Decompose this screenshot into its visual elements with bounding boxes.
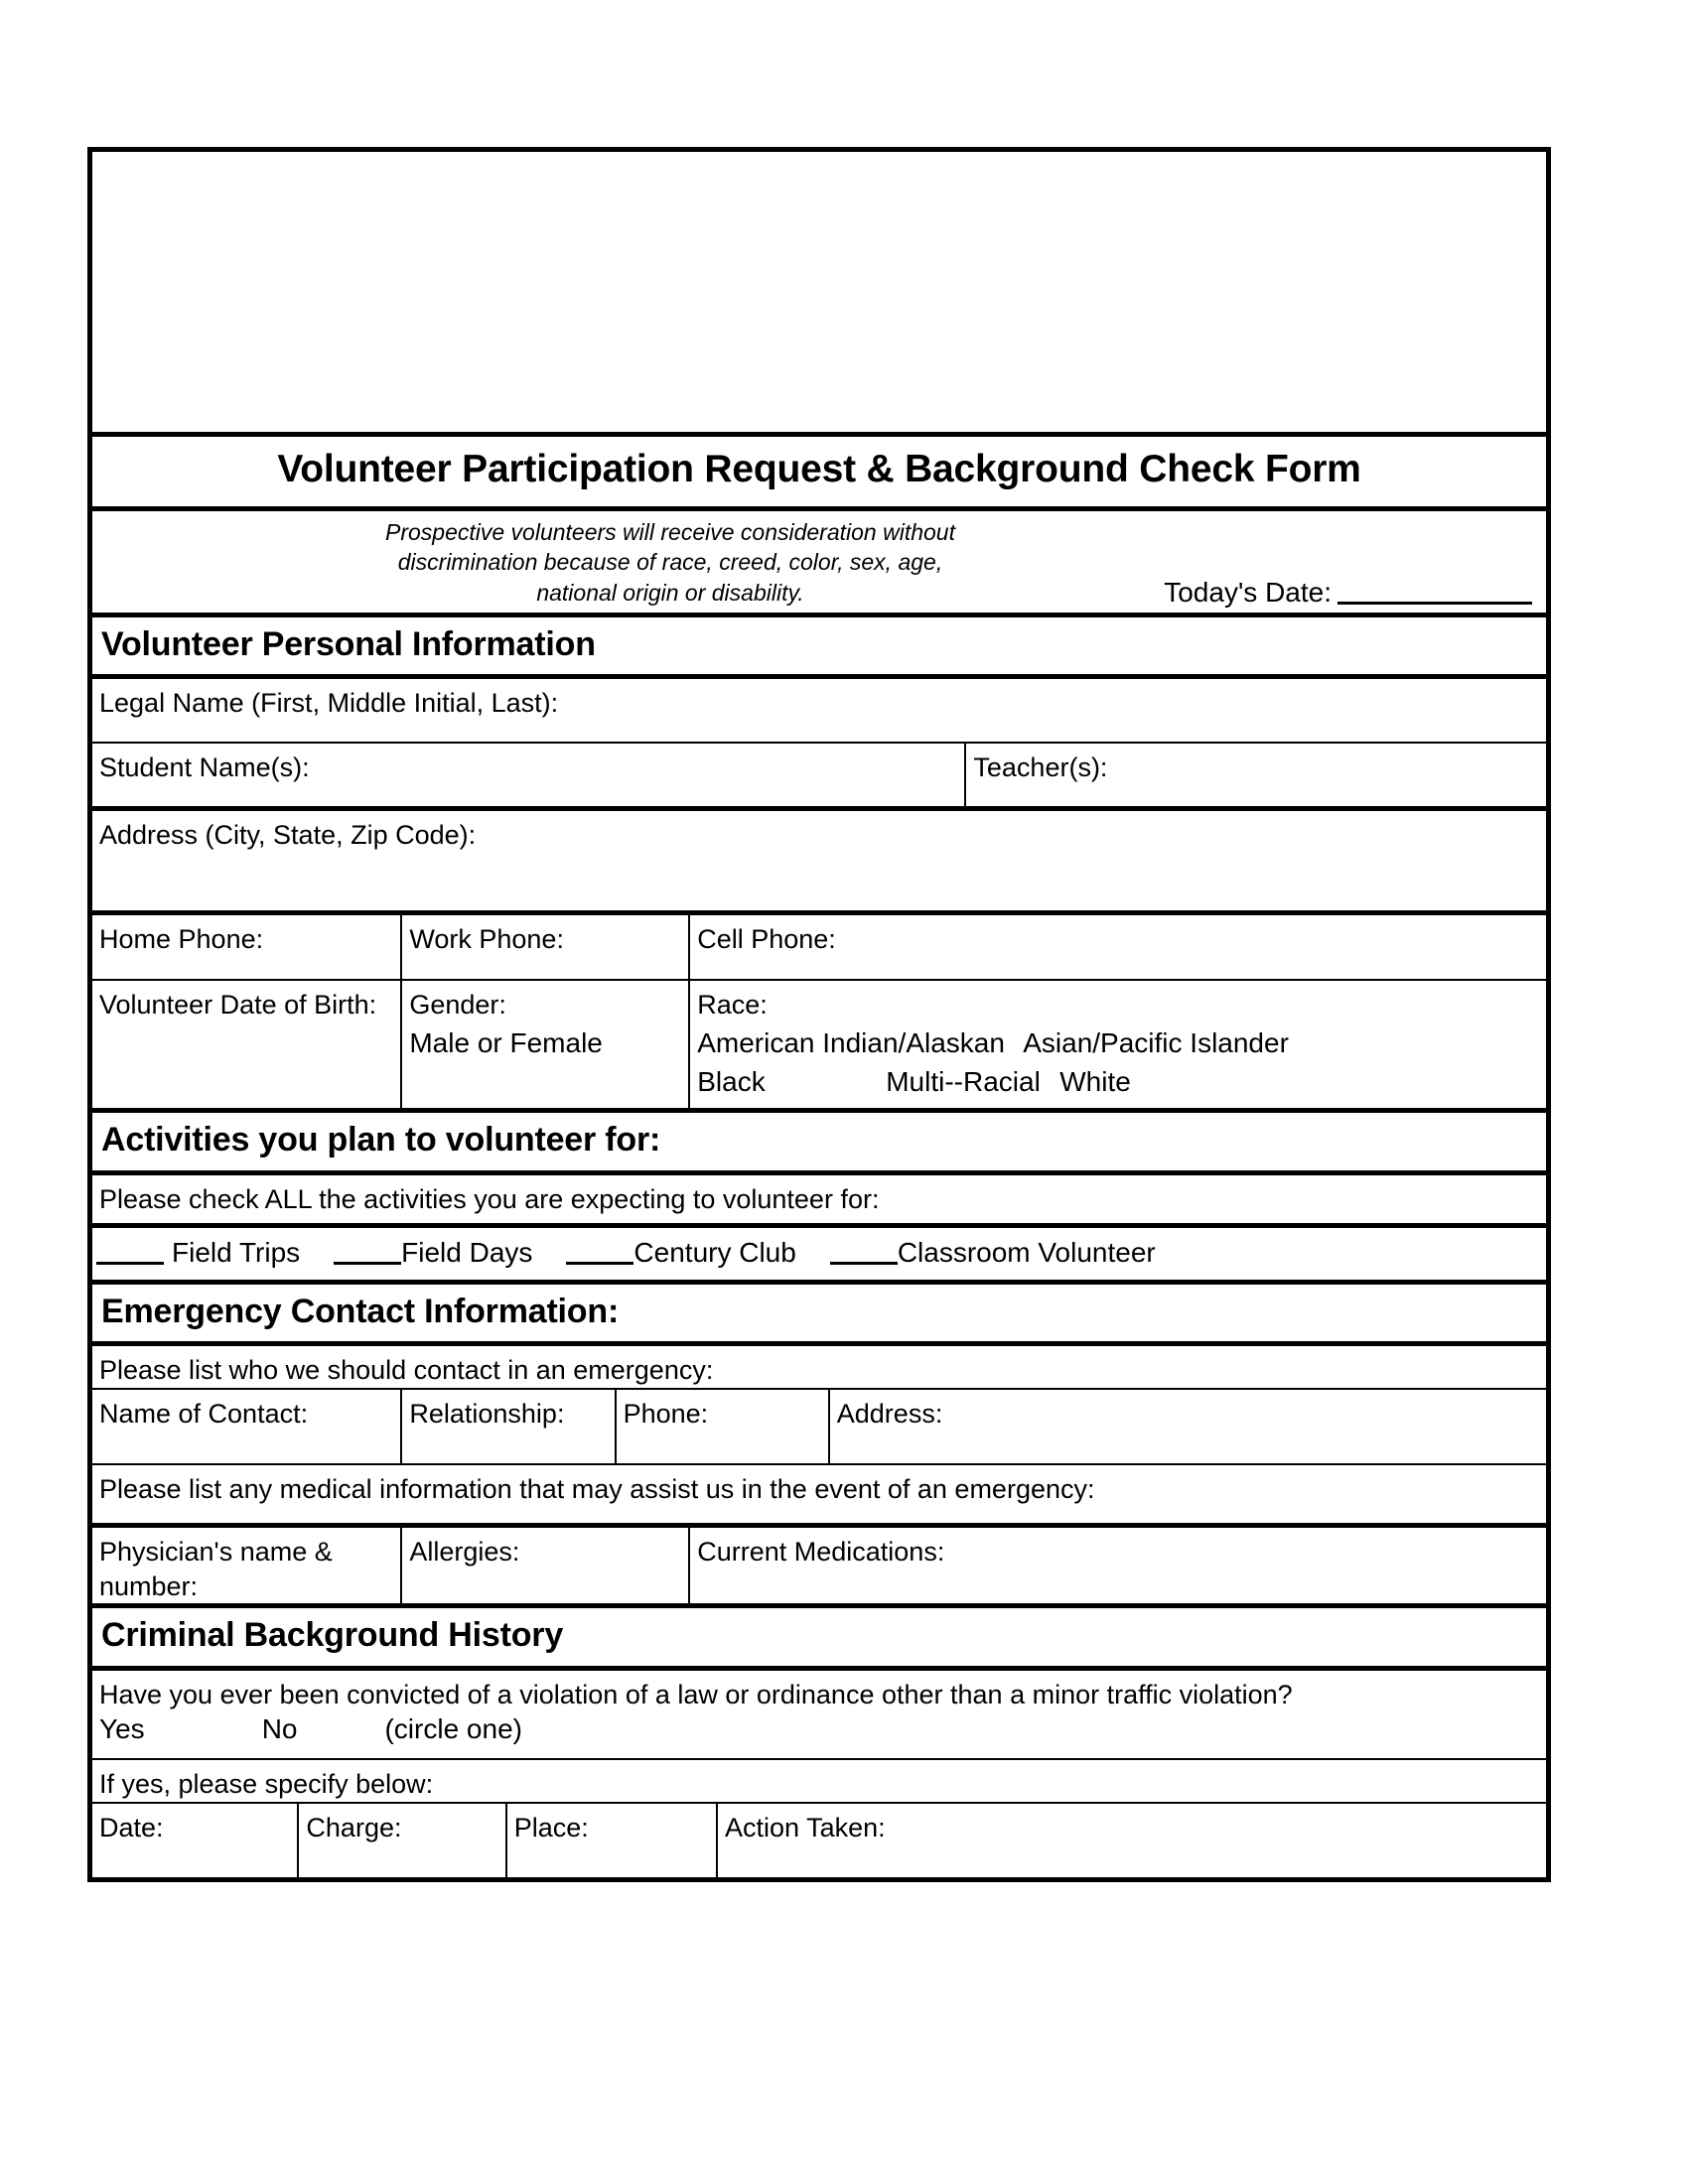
activities-title: Activities you plan to volunteer for:: [101, 1121, 661, 1160]
teachers-field[interactable]: [964, 744, 1546, 806]
activity-option-classroom-volunteer[interactable]: Classroom Volunteer: [897, 1236, 1156, 1268]
conviction-answer-yes[interactable]: Yes: [99, 1713, 145, 1745]
activity-option-century-club[interactable]: Century Club: [633, 1236, 796, 1268]
emergency-contact-section-header: [92, 1280, 1546, 1342]
conviction-question-cell: [92, 1671, 1546, 1758]
legal-name-row: [92, 674, 1546, 742]
eeo-statement-cell: [92, 511, 1546, 613]
address-row: [92, 806, 1546, 910]
address-label: Address (City, State, Zip Code):: [99, 820, 477, 851]
medical-information-instruction: Please list any medical information that may assist us in the event of an emergency:: [99, 1474, 1095, 1505]
contact-phone-field[interactable]: [615, 1390, 828, 1463]
contact-address-field[interactable]: [828, 1390, 1546, 1463]
conviction-date-label: Date:: [99, 1812, 164, 1843]
volunteer-form-table: [87, 147, 1551, 1882]
contact-relationship-field[interactable]: [400, 1390, 614, 1463]
form-title: Volunteer Participation Request & Background Check Form: [277, 448, 1361, 490]
masthead-row: [92, 152, 1546, 432]
race-option-asian-pacific[interactable]: Asian/Pacific Islander: [1023, 1026, 1289, 1058]
race-option-white[interactable]: White: [1059, 1065, 1131, 1097]
race-option-american-indian[interactable]: American Indian/Alaskan: [697, 1026, 1005, 1058]
gender-field[interactable]: [400, 981, 688, 1108]
race-field[interactable]: [688, 981, 1546, 1108]
work-phone-field[interactable]: [400, 915, 688, 979]
contact-name-label: Name of Contact:: [99, 1399, 309, 1430]
phones-row: [92, 910, 1546, 979]
activities-instruction-row: [92, 1170, 1546, 1223]
legal-name-label: Legal Name (First, Middle Initial, Last):: [99, 688, 559, 719]
conviction-action-taken-label: Action Taken:: [725, 1812, 886, 1843]
personal-information-section-header: [92, 613, 1546, 675]
allergies-field[interactable]: [400, 1528, 688, 1603]
emergency-instruction-row: [92, 1341, 1546, 1388]
conviction-action-taken-field[interactable]: [716, 1804, 1546, 1877]
contact-name-field[interactable]: [92, 1390, 400, 1463]
conviction-charge-field[interactable]: [297, 1804, 504, 1877]
medical-information-row: [92, 1463, 1546, 1523]
physician-allergies-medications-row: [92, 1523, 1546, 1603]
contact-relationship-label: Relationship:: [409, 1399, 565, 1430]
activities-instruction: Please check ALL the activities you are expecting to volunteer for:: [99, 1183, 880, 1214]
activity-option-field-days[interactable]: Field Days: [401, 1236, 533, 1268]
checkbox-blank-century-club[interactable]: [566, 1262, 633, 1265]
eeo-line-2: discrimination because of race, creed, color, sex, age,: [397, 549, 943, 576]
allergies-label: Allergies:: [409, 1537, 520, 1568]
dob-gender-race-row: [92, 979, 1546, 1108]
student-names-field[interactable]: [92, 744, 964, 806]
home-phone-label: Home Phone:: [99, 924, 264, 955]
date-of-birth-field[interactable]: [92, 981, 400, 1108]
title-row: [92, 432, 1546, 506]
race-option-black[interactable]: Black: [697, 1065, 766, 1097]
todays-date-blank-line[interactable]: [1337, 602, 1532, 605]
emergency-instruction: Please list who we should contact in an emergency:: [99, 1355, 714, 1386]
physician-label: Physician's name & number:: [99, 1537, 333, 1601]
criminal-background-section-header: [92, 1603, 1546, 1666]
physician-field[interactable]: [92, 1528, 400, 1603]
current-medications-label: Current Medications:: [697, 1537, 945, 1568]
legal-name-field[interactable]: [92, 679, 1546, 742]
student-teacher-row: [92, 742, 1546, 806]
current-medications-field[interactable]: [688, 1528, 1546, 1603]
conviction-question-text: Have you ever been convicted of a violation of a law or ordinance other than a minor traffic violation?: [99, 1679, 1293, 1709]
conviction-place-field[interactable]: [505, 1804, 716, 1877]
conviction-answer-no[interactable]: No: [261, 1713, 298, 1745]
conviction-answer-line: [99, 1713, 522, 1744]
cell-phone-field[interactable]: [688, 915, 1546, 979]
eeo-line-1: Prospective volunteers will receive consideration without: [384, 518, 955, 545]
personal-information-title: Volunteer Personal Information: [101, 624, 596, 663]
gender-label: Gender:: [409, 990, 506, 1021]
address-field[interactable]: [92, 811, 1546, 910]
race-options-line-2: [697, 1064, 1546, 1100]
emergency-contact-title: Emergency Contact Information:: [101, 1292, 620, 1330]
checkbox-blank-field-trips[interactable]: [96, 1262, 164, 1265]
masthead-blank-area: [92, 152, 1546, 432]
conviction-question-row: [92, 1666, 1546, 1758]
conviction-place-label: Place:: [513, 1812, 589, 1843]
checkbox-blank-field-days[interactable]: [334, 1262, 401, 1265]
conviction-charge-label: Charge:: [306, 1812, 402, 1843]
work-phone-label: Work Phone:: [409, 924, 564, 955]
activity-option-field-trips[interactable]: Field Trips: [172, 1236, 301, 1268]
eeo-statement-row: [92, 506, 1546, 613]
contact-phone-label: Phone:: [623, 1399, 709, 1430]
if-yes-row: [92, 1758, 1546, 1802]
date-of-birth-label: Volunteer Date of Birth:: [99, 990, 377, 1021]
activities-checkbox-line: [96, 1237, 1156, 1268]
activities-section-header: [92, 1108, 1546, 1170]
todays-date-label: Today's Date:: [1164, 576, 1332, 608]
race-label: Race:: [697, 990, 768, 1021]
race-option-multi-racial[interactable]: Multi--Racial: [886, 1065, 1041, 1097]
contact-address-label: Address:: [836, 1399, 943, 1430]
circle-one-hint: (circle one): [384, 1713, 522, 1745]
eeo-statement-wrap: [92, 511, 1546, 613]
race-options-line-1: [697, 1025, 1546, 1061]
activities-options-cell: [92, 1228, 1546, 1280]
todays-date-field[interactable]: [1164, 575, 1532, 611]
eeo-line-3: national origin or disability.: [536, 580, 804, 607]
cell-phone-label: Cell Phone:: [697, 924, 836, 955]
student-names-label: Student Name(s):: [99, 752, 310, 783]
teachers-label: Teacher(s):: [973, 752, 1108, 783]
emergency-contact-fields-row: [92, 1388, 1546, 1463]
home-phone-field[interactable]: [92, 915, 400, 979]
conviction-date-field[interactable]: [92, 1804, 297, 1877]
gender-options[interactable]: Male or Female: [409, 1026, 603, 1058]
conviction-details-row: [92, 1802, 1546, 1877]
activities-options-row: [92, 1223, 1546, 1280]
criminal-background-title: Criminal Background History: [101, 1616, 564, 1655]
if-yes-instruction: If yes, please specify below:: [99, 1768, 434, 1799]
checkbox-blank-classroom-volunteer[interactable]: [830, 1262, 898, 1265]
